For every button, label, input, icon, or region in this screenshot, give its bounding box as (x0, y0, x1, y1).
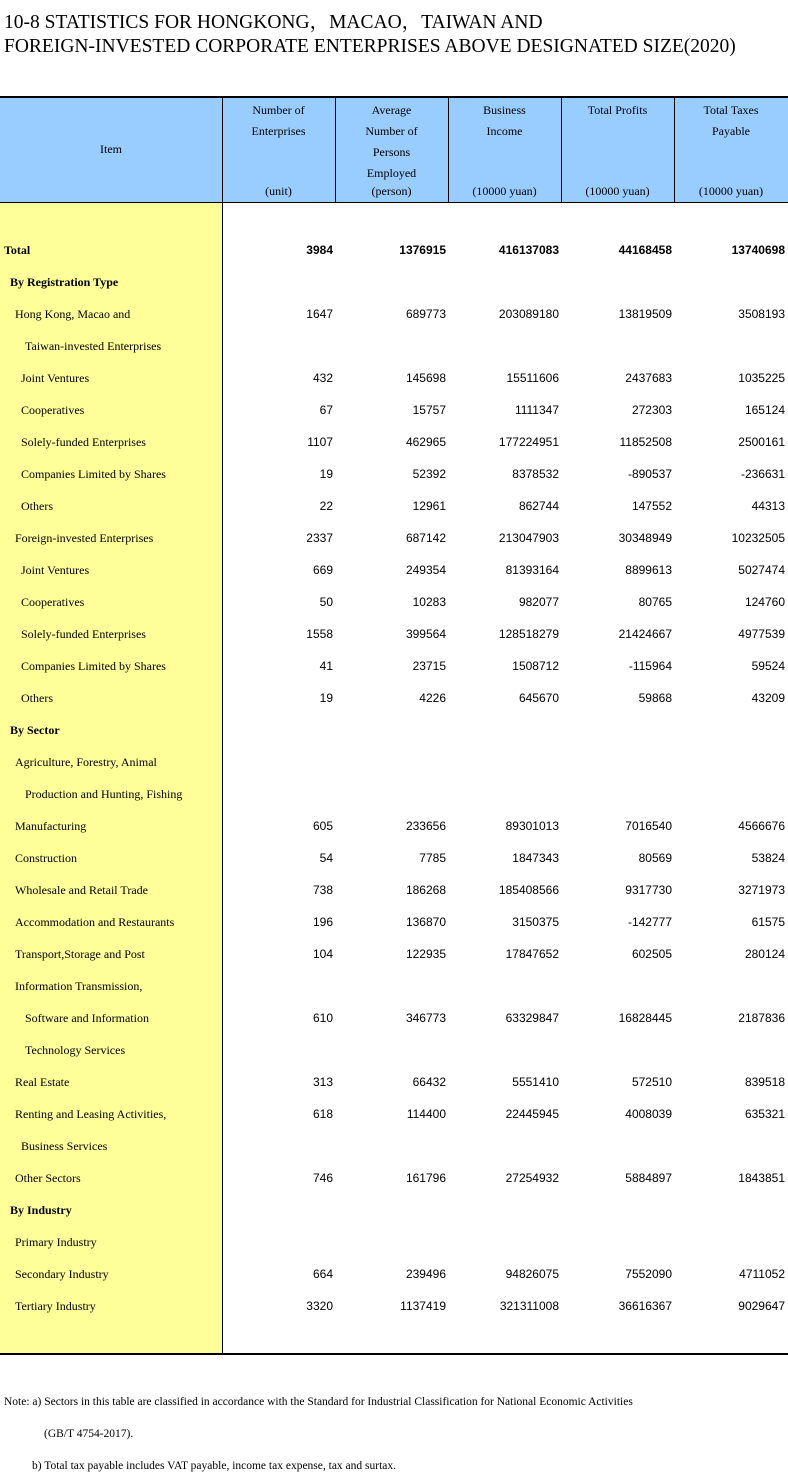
header-divider (222, 98, 223, 202)
header-label-line: Employed (366, 166, 417, 180)
row-value-col-2: 12961 (412, 499, 446, 513)
row-value-col-3: 203089180 (498, 307, 559, 321)
row-value-col-1: 19 (319, 467, 333, 481)
row-value-col-5: 165124 (744, 403, 785, 417)
row-value-col-1: 1107 (307, 435, 333, 449)
header-label-line: Total Taxes (703, 103, 759, 117)
header-column-2 (335, 97, 448, 202)
row-value-col-5: 3508193 (738, 307, 785, 321)
row-value-col-1: 19 (319, 691, 333, 705)
table-row (0, 1066, 788, 1098)
header-unit: (unit) (265, 184, 292, 198)
row-value-col-4: 2437683 (625, 371, 672, 385)
header-label-line: Income (486, 124, 523, 138)
row-value-col-5: 124760 (744, 595, 785, 609)
header-label-line: Total Profits (587, 103, 648, 117)
table-row (0, 362, 788, 394)
row-value-col-5: 1843851 (738, 1171, 785, 1185)
note-a-continued: (GB/T 4754-2017). (44, 1428, 134, 1440)
row-value-col-2: 689773 (405, 307, 446, 321)
table-row (0, 778, 788, 810)
header-divider (335, 98, 336, 202)
row-value-col-4: 572510 (631, 1075, 672, 1089)
row-label: Real Estate (15, 1075, 70, 1089)
row-value-col-3: 213047903 (498, 531, 559, 545)
row-value-col-4: 80569 (638, 851, 672, 865)
row-value-col-1: 196 (312, 915, 333, 929)
row-label: Primary Industry (15, 1235, 97, 1249)
row-value-col-1: 1558 (306, 627, 333, 641)
table-row (0, 874, 788, 906)
row-value-col-3: 416137083 (498, 243, 559, 257)
row-label: Business Services (21, 1139, 108, 1153)
table-title-line-2: FOREIGN-INVESTED CORPORATE ENTERPRISES ABOVE DESIGNATED SIZE(2020) (4, 36, 736, 57)
table-row (0, 682, 788, 714)
row-label: Companies Limited by Shares (21, 467, 166, 481)
row-value-col-4: 16828445 (618, 1011, 672, 1025)
header-label-line: Number of (365, 124, 418, 138)
row-value-col-5: 839518 (744, 1075, 785, 1089)
row-label: Foreign-invested Enterprises (15, 531, 154, 545)
header-unit: (10000 yuan) (698, 184, 764, 198)
row-value-col-3: 15511606 (506, 371, 559, 385)
row-value-col-2: 233656 (405, 819, 446, 833)
row-value-col-4: 7552090 (625, 1267, 672, 1281)
row-value-col-2: 4226 (419, 691, 446, 705)
row-label: Secondary Industry (15, 1267, 109, 1281)
row-value-col-2: 145698 (405, 371, 446, 385)
row-label: Manufacturing (15, 819, 87, 833)
table-row (0, 1194, 788, 1226)
row-label: Information Transmission, (15, 979, 143, 993)
row-label: Wholesale and Retail Trade (15, 883, 148, 897)
table-title-line-1: 10-8 STATISTICS FOR HONGKONG，MACAO，TAIWAN AND (4, 12, 543, 33)
row-value-col-5: 10232505 (731, 531, 785, 545)
table-row (0, 266, 788, 298)
row-value-col-1: 738 (312, 883, 333, 897)
header-column-5 (674, 97, 788, 202)
row-value-col-2: 186268 (405, 883, 446, 897)
header-label-line: Payable (712, 124, 750, 138)
row-value-col-1: 669 (312, 563, 333, 577)
row-value-col-4: 272303 (631, 403, 672, 417)
row-value-col-1: 746 (312, 1171, 333, 1185)
row-value-col-1: 664 (312, 1267, 333, 1281)
row-label: Joint Ventures (21, 371, 90, 385)
row-value-col-4: 11852508 (619, 435, 672, 449)
header-label-line: Business (483, 103, 526, 117)
table-row (0, 1290, 788, 1322)
header-label-line: Average (371, 103, 412, 117)
row-value-col-2: 23715 (412, 659, 446, 673)
row-value-col-2: 249354 (405, 563, 446, 577)
row-value-col-3: 89301013 (505, 819, 559, 833)
row-value-col-5: 4977539 (738, 627, 785, 641)
row-label: By Industry (10, 1203, 72, 1217)
row-value-col-3: 22445945 (505, 1107, 559, 1121)
row-value-col-3: 321311008 (499, 1299, 559, 1313)
row-value-col-2: 114400 (406, 1107, 446, 1121)
header-label-line: Persons (372, 145, 411, 159)
row-label: Transport,Storage and Post (15, 947, 145, 961)
row-value-col-3: 645670 (518, 691, 559, 705)
row-value-col-5: 2500161 (738, 435, 785, 449)
row-label: Renting and Leasing Activities, (15, 1107, 167, 1121)
row-value-col-5: 4566676 (738, 819, 785, 833)
row-value-col-3: 1508712 (512, 659, 559, 673)
row-value-col-3: 1111347 (514, 403, 559, 417)
row-value-col-5: 280124 (744, 947, 785, 961)
table-row (0, 618, 788, 650)
row-value-col-4: -115964 (628, 659, 672, 673)
row-label: Construction (15, 851, 77, 865)
row-value-col-1: 104 (312, 947, 333, 961)
row-value-col-4: 44168458 (618, 243, 672, 257)
header-label-line: Enterprises (251, 124, 306, 138)
table-row (0, 394, 788, 426)
row-value-col-1: 605 (312, 819, 333, 833)
row-label: Agriculture, Forestry, Animal (15, 755, 157, 769)
row-label: Software and Information (25, 1011, 149, 1025)
table-row (0, 1226, 788, 1258)
row-value-col-1: 3320 (306, 1299, 333, 1313)
row-label: Total (4, 243, 31, 257)
row-value-col-1: 50 (319, 595, 333, 609)
table-row (0, 970, 788, 1002)
row-label: Cooperatives (21, 595, 85, 609)
row-value-col-5: 43209 (751, 691, 785, 705)
row-value-col-4: 80765 (638, 595, 672, 609)
header-divider (448, 98, 449, 202)
row-value-col-2: 687142 (405, 531, 446, 545)
row-value-col-1: 3984 (306, 243, 333, 257)
row-value-col-5: 53824 (751, 851, 785, 865)
table-row (0, 298, 788, 330)
row-value-col-2: 239496 (405, 1267, 446, 1281)
row-value-col-3: 81393164 (505, 563, 559, 577)
row-label: Hong Kong, Macao and (15, 307, 131, 321)
row-value-col-3: 27254932 (505, 1171, 559, 1185)
row-value-col-2: 7785 (419, 851, 446, 865)
table-row (0, 426, 788, 458)
row-value-col-3: 128518279 (498, 627, 559, 641)
row-value-col-5: 635321 (744, 1107, 785, 1121)
row-value-col-5: 13740698 (731, 243, 785, 257)
row-value-col-4: 36616367 (618, 1299, 672, 1313)
table-row (0, 234, 788, 266)
row-value-col-4: 9317730 (625, 883, 672, 897)
row-value-col-4: 5884897 (625, 1171, 672, 1185)
row-value-col-3: 1847343 (512, 851, 559, 865)
table-row (0, 1162, 788, 1194)
row-value-col-3: 3150375 (512, 915, 559, 929)
row-value-col-2: 1376915 (399, 243, 446, 257)
note-b: b) Total tax payable includes VAT payable, income tax expense, tax and surtax. (32, 1460, 397, 1472)
header-item (0, 97, 222, 202)
row-value-col-4: 7016540 (625, 819, 672, 833)
row-label: Other Sectors (15, 1171, 81, 1185)
table-row (0, 938, 788, 970)
table-row (0, 330, 788, 362)
header-column-label (674, 100, 788, 142)
row-value-col-3: 185408566 (498, 883, 559, 897)
row-value-col-4: 59868 (638, 691, 672, 705)
row-value-col-4: 4008039 (625, 1107, 672, 1121)
row-value-col-1: 22 (319, 499, 333, 513)
header-column-label (335, 100, 448, 184)
header-divider (561, 98, 562, 202)
header-unit: (person) (371, 184, 412, 198)
table-row (0, 554, 788, 586)
row-value-col-4: -890537 (627, 467, 672, 481)
table-row (0, 842, 788, 874)
row-value-col-2: 52392 (412, 467, 446, 481)
row-label: Others (21, 691, 53, 705)
row-label: Production and Hunting, Fishing (25, 787, 183, 801)
row-value-col-5: 59524 (751, 659, 785, 673)
row-value-col-5: 3271973 (738, 883, 785, 897)
row-label: Taiwan-invested Enterprises (25, 339, 162, 353)
row-value-col-1: 432 (312, 371, 333, 385)
row-value-col-4: -142777 (627, 915, 672, 929)
row-value-col-5: 61575 (751, 915, 785, 929)
row-value-col-1: 313 (312, 1075, 333, 1089)
header-divider (674, 98, 675, 202)
row-value-col-2: 66432 (412, 1075, 446, 1089)
row-value-col-1: 67 (319, 403, 333, 417)
row-value-col-5: 1035225 (738, 371, 785, 385)
header-item-label: Item (100, 142, 122, 156)
row-value-col-3: 5551410 (512, 1075, 559, 1089)
row-value-col-2: 399564 (405, 627, 446, 641)
row-value-col-4: 13819509 (618, 307, 672, 321)
row-value-col-3: 63329847 (505, 1011, 559, 1025)
row-label: Companies Limited by Shares (21, 659, 166, 673)
row-value-col-3: 177224951 (498, 435, 559, 449)
row-value-col-1: 41 (319, 659, 333, 673)
note-a: Note: a) Sectors in this table are classified in accordance with the Standard for Industrial Classification for National Economic Activities (4, 1396, 633, 1408)
header-label-line: Number of (252, 103, 305, 117)
table-row (0, 1098, 788, 1130)
row-label: Accommodation and Restaurants (15, 915, 175, 929)
row-value-col-3: 8378532 (512, 467, 559, 481)
table-row (0, 650, 788, 682)
row-value-col-2: 122935 (405, 947, 446, 961)
row-value-col-1: 54 (319, 851, 333, 865)
table-row (0, 490, 788, 522)
row-label: Tertiary Industry (15, 1299, 96, 1313)
header-column-1 (222, 97, 335, 202)
header-column-label (448, 100, 561, 142)
row-value-col-5: 44313 (751, 499, 785, 513)
row-label: By Sector (10, 723, 60, 737)
row-value-col-2: 1137419 (400, 1299, 446, 1313)
row-label: Solely-funded Enterprises (21, 435, 146, 449)
row-label: Joint Ventures (21, 563, 90, 577)
row-value-col-2: 346773 (405, 1011, 446, 1025)
table-row (0, 522, 788, 554)
row-value-col-5: 9029647 (738, 1299, 785, 1313)
table-row (0, 1034, 788, 1066)
row-label: Solely-funded Enterprises (21, 627, 146, 641)
table-row (0, 906, 788, 938)
row-value-col-3: 982077 (518, 595, 559, 609)
row-value-col-1: 610 (312, 1011, 333, 1025)
table-row (0, 810, 788, 842)
table-row (0, 458, 788, 490)
header-column-3 (448, 97, 561, 202)
row-value-col-4: 21424667 (618, 627, 672, 641)
row-label: Technology Services (25, 1043, 126, 1057)
row-label: Cooperatives (21, 403, 85, 417)
row-value-col-4: 8899613 (625, 563, 672, 577)
header-unit: (10000 yuan) (585, 184, 650, 198)
row-value-col-2: 10283 (412, 595, 446, 609)
header-column-label (222, 100, 335, 142)
row-value-col-4: 147552 (631, 499, 672, 513)
row-value-col-2: 136870 (405, 915, 446, 929)
row-value-col-5: 4711052 (739, 1267, 785, 1281)
row-value-col-1: 618 (312, 1107, 333, 1121)
table-row (0, 714, 788, 746)
row-value-col-5: 5027474 (738, 563, 785, 577)
table-row (0, 746, 788, 778)
row-value-col-1: 2337 (306, 531, 333, 545)
header-column-label (561, 100, 674, 121)
table-row (0, 1130, 788, 1162)
row-value-col-3: 94826075 (505, 1267, 559, 1281)
row-value-col-2: 161796 (405, 1171, 446, 1185)
row-label: Others (21, 499, 53, 513)
table-row (0, 586, 788, 618)
table-row (0, 1258, 788, 1290)
row-value-col-5: 2187836 (738, 1011, 785, 1025)
row-value-col-4: 30348949 (618, 531, 672, 545)
row-value-col-4: 602505 (631, 947, 672, 961)
header-unit: (10000 yuan) (472, 184, 537, 198)
row-value-col-2: 462965 (405, 435, 446, 449)
table-bottom-rule (0, 1353, 788, 1355)
row-value-col-1: 1647 (306, 307, 333, 321)
row-value-col-3: 17847652 (505, 947, 559, 961)
header-column-4 (561, 97, 674, 202)
row-value-col-2: 15757 (412, 403, 446, 417)
table-row (0, 1002, 788, 1034)
row-value-col-3: 862744 (518, 499, 559, 513)
row-label: By Registration Type (10, 275, 119, 289)
row-value-col-5: -236631 (740, 467, 785, 481)
